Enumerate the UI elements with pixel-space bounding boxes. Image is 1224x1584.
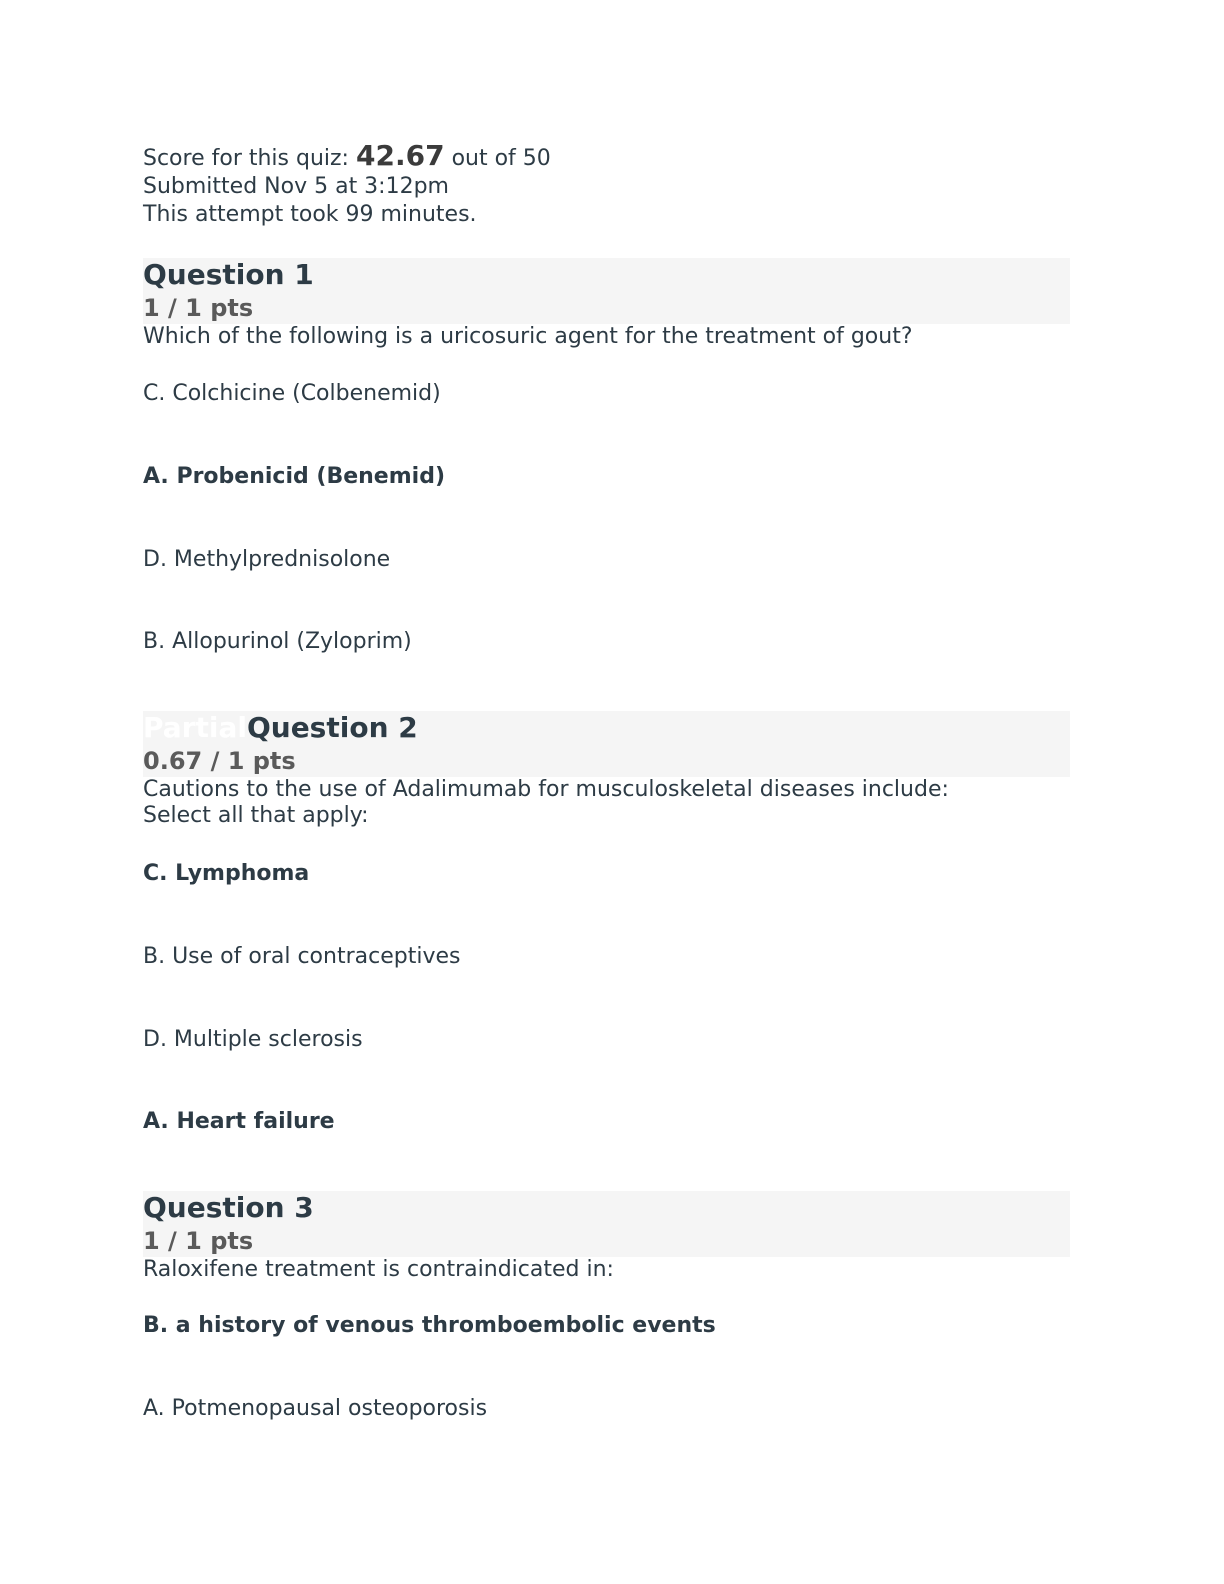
question-points: 0.67 / 1 pts	[143, 747, 296, 775]
question-2	[143, 711, 1070, 1134]
partial-label: Partial	[143, 711, 247, 744]
answer-option: A. Potmenopausal osteoporosis	[143, 1396, 488, 1421]
question-1	[143, 258, 1070, 654]
answer-option: C. Colchicine (Colbenemid)	[143, 381, 441, 406]
question-header	[143, 258, 1070, 324]
attempt-duration: This attempt took 99 minutes.	[143, 202, 477, 227]
question-points: 1 / 1 pts	[143, 1227, 254, 1255]
answer-option-correct: B. a history of venous thromboembolic events	[143, 1313, 716, 1338]
question-3	[143, 1191, 1070, 1421]
answer-option-correct: A. Heart failure	[143, 1109, 335, 1134]
answer-option-correct: A. Probenicid (Benemid)	[143, 464, 445, 489]
submitted-time: Submitted Nov 5 at 3:12pm	[143, 174, 449, 199]
question-text: Which of the following is a uricosuric agent for the treatment of gout?	[143, 324, 913, 349]
question-points: 1 / 1 pts	[143, 294, 254, 322]
score-line	[143, 139, 1070, 173]
question-title	[143, 1191, 314, 1225]
score-label: Score for this quiz:	[143, 146, 349, 171]
answer-option: B. Use of oral contraceptives	[143, 944, 461, 969]
question-number: Question 2	[246, 711, 418, 744]
question-header	[143, 1191, 1070, 1257]
answer-option: D. Multiple sclerosis	[143, 1027, 363, 1052]
score-suffix: out of 50	[451, 146, 551, 171]
question-instruction: Select all that apply:	[143, 803, 369, 828]
question-header	[143, 711, 1070, 777]
question-text: Cautions to the use of Adalimumab for musculoskeletal diseases include:	[143, 777, 949, 802]
answer-option-correct: C. Lymphoma	[143, 861, 310, 886]
quiz-summary	[143, 139, 1070, 229]
answer-option: D. Methylprednisolone	[143, 547, 391, 572]
question-title	[143, 711, 418, 745]
question-text: Raloxifene treatment is contraindicated in:	[143, 1257, 614, 1282]
question-number: Question 1	[143, 258, 314, 291]
answer-option: B. Allopurinol (Zyloprim)	[143, 629, 412, 654]
score-value: 42.67	[355, 139, 445, 172]
question-title	[143, 258, 314, 292]
question-number: Question 3	[143, 1191, 314, 1224]
